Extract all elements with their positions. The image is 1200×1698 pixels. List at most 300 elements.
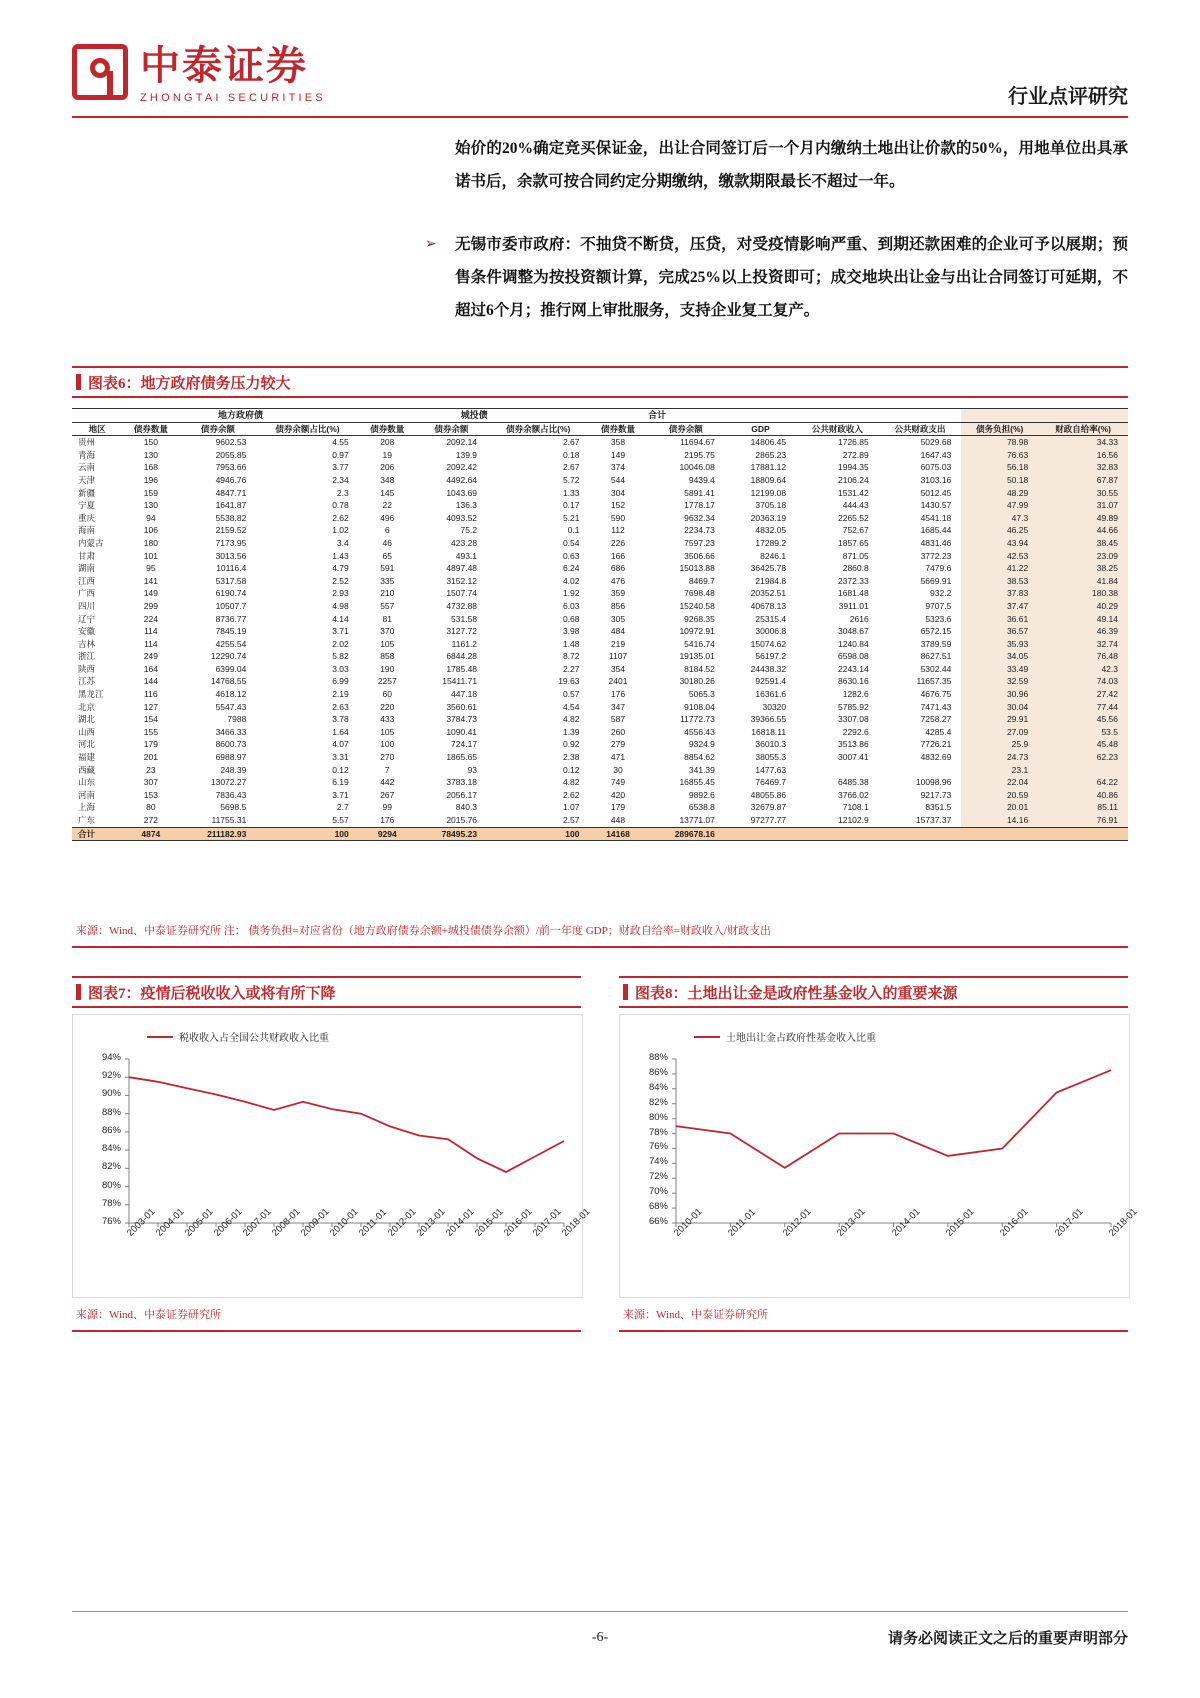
- table-cell: 3513.86: [837, 739, 869, 750]
- table-row: [72, 487, 1128, 500]
- table-cell: 38.25: [1038, 562, 1128, 575]
- table-cell: 3.71: [332, 626, 349, 637]
- table-cell: 335: [380, 575, 395, 586]
- table-cell: 590: [610, 512, 626, 523]
- table-cell: 江西: [78, 575, 96, 586]
- table-cell: 85.11: [1038, 801, 1128, 814]
- col-gdp: GDP: [725, 422, 796, 436]
- table-cell: 67.87: [1038, 474, 1128, 487]
- table-cell: 天津: [78, 474, 96, 485]
- table-cell: 4618.12: [215, 689, 247, 700]
- table-row: [72, 801, 1128, 814]
- table-cell: 48.29: [961, 487, 1038, 500]
- table-cell: 2.38: [562, 752, 580, 763]
- table-cell: 31.07: [1038, 499, 1128, 512]
- table-cell: 30.55: [1038, 487, 1128, 500]
- table-cell: 1282.6: [842, 689, 869, 700]
- y-axis-tick-label: 80%: [101, 1179, 121, 1191]
- table-cell: 92591.4: [755, 676, 787, 687]
- table-cell: 1043.69: [446, 487, 478, 498]
- table-cell: 1647.43: [920, 449, 952, 460]
- table-total-cell: 289678.16: [647, 827, 725, 841]
- table-group-header-row: [72, 409, 1128, 423]
- x-axis-tick-label: 2016-01: [998, 1206, 1031, 1239]
- table-cell: 0.57: [562, 689, 580, 700]
- table-cell: 1785.48: [446, 663, 478, 674]
- table-cell: 上海: [78, 802, 96, 813]
- col-lg-balance: 债券余额: [179, 422, 256, 436]
- x-axis-tick-label: 2013-01: [415, 1206, 448, 1239]
- table-cell: 7988: [227, 714, 247, 725]
- table-cell: 78.98: [961, 436, 1038, 449]
- table-total-cell: [725, 827, 796, 841]
- table-cell: 10972.91: [679, 626, 715, 637]
- table-row: [72, 524, 1128, 537]
- table-cell: 0.12: [332, 764, 349, 775]
- table-cell: 6485.38: [837, 777, 869, 788]
- table-cell: 7597.23: [684, 537, 715, 548]
- x-axis-tick-label: 2015-01: [943, 1206, 977, 1239]
- table-cell: 176: [610, 689, 626, 700]
- logo-en: ZHONGTAI SECURITIES: [140, 92, 326, 104]
- exhibit7-chart-inner: [73, 1015, 593, 1297]
- x-axis-tick-label: 2016-01: [502, 1206, 535, 1239]
- table-cell: 7698.48: [684, 588, 715, 599]
- x-axis-tick-label: 2005-01: [183, 1206, 216, 1239]
- table-cell: 41.84: [1038, 575, 1128, 588]
- table-cell: 23.1: [961, 764, 1038, 777]
- table-cell: 6399.04: [215, 663, 247, 674]
- debt-table: [72, 408, 1128, 841]
- paragraph-text: 始价的20%确定竞买保证金，出让合同签订后一个月内缴纳土地出让价款的50%，用地单位出具承诺书后，余款可按合同约定分期缴纳，缴款期限最长不超过一年。: [455, 140, 1128, 190]
- table-cell: 27.42: [1038, 688, 1128, 701]
- table-cell: 423.28: [451, 537, 478, 548]
- table-cell: 42.53: [961, 550, 1038, 563]
- x-axis-tick-label: 2010-01: [672, 1206, 705, 1239]
- table-cell: 3007.41: [837, 752, 869, 763]
- exhibit7-title: [76, 982, 336, 1003]
- table-cell: 105: [380, 638, 395, 649]
- col-ui-balance: 债券余额: [416, 422, 487, 436]
- table-cell: 74.03: [1038, 675, 1128, 688]
- table-cell: 重庆: [78, 512, 96, 523]
- table-cell: 0.92: [562, 739, 580, 750]
- table-cell: 5012.45: [920, 487, 952, 498]
- table-cell: 1.39: [562, 726, 580, 737]
- exhibit7-chart: [72, 1014, 593, 1298]
- table-cell: 4946.76: [215, 474, 247, 485]
- table-cell: 149: [143, 588, 158, 599]
- table-cell: 248.39: [220, 764, 247, 775]
- bullet-block: [425, 228, 1128, 327]
- table-cell: [879, 764, 962, 777]
- table-cell: 8469.7: [688, 575, 715, 586]
- group-header-burden-blank: [961, 409, 1038, 423]
- table-cell: 19: [382, 449, 393, 460]
- table-row: [72, 461, 1128, 474]
- page-number: -6-: [591, 1630, 609, 1645]
- table-cell: 260: [610, 726, 626, 737]
- table-cell: 0.17: [562, 500, 580, 511]
- table-cell: 36.61: [961, 613, 1038, 626]
- table-cell: 16855.45: [679, 777, 715, 788]
- table-cell: 105: [380, 726, 395, 737]
- table-cell: 94: [146, 512, 156, 523]
- table-cell: 32.59: [961, 675, 1038, 688]
- table-cell: 30006.8: [755, 626, 787, 637]
- table-cell: 2195.75: [684, 449, 715, 460]
- table-total-cell: 211182.93: [179, 827, 256, 841]
- table-cell: 湖南: [78, 563, 96, 574]
- table-cell: 13771.07: [679, 815, 715, 825]
- table-cell: 76.48: [1038, 650, 1128, 663]
- y-axis-tick-label: 80%: [648, 1111, 668, 1123]
- y-axis-tick-label: 88%: [648, 1052, 668, 1063]
- y-axis-tick-label: 74%: [648, 1156, 668, 1168]
- exhibit6-caption-rule-bottom: [72, 396, 1128, 398]
- x-axis-tick-label: 2009-01: [299, 1206, 332, 1239]
- table-cell: 3766.02: [837, 789, 869, 800]
- table-cell: 40678.13: [750, 600, 787, 611]
- table-cell: 10046.08: [679, 462, 715, 473]
- table-cell: 1.07: [562, 802, 580, 813]
- table-cell: 1641.87: [215, 500, 247, 511]
- footer-rule: [72, 1611, 1128, 1612]
- table-cell: 3048.67: [837, 626, 869, 637]
- table-cell: 4.07: [332, 739, 349, 750]
- table-body: [72, 436, 1128, 841]
- table-cell: 5302.44: [920, 663, 952, 674]
- x-axis-tick-label: 2011-01: [726, 1206, 759, 1239]
- table-cell: 932.2: [930, 588, 952, 599]
- table-cell: 20352.51: [750, 588, 787, 599]
- table-row: [72, 512, 1128, 525]
- table-cell: 101: [143, 550, 158, 561]
- table-cell: 15240.58: [679, 600, 715, 611]
- table-cell: 9108.04: [684, 701, 715, 712]
- y-axis-tick-label: 84%: [648, 1081, 668, 1093]
- group-header-local-gov-bond: 地方政府债: [122, 409, 358, 423]
- table-cell: 444.43: [842, 500, 869, 511]
- table-cell: 河北: [78, 739, 96, 750]
- table-cell: 4.14: [332, 613, 349, 624]
- group-header-total: 合计: [589, 409, 724, 423]
- table-cell: 305: [610, 613, 626, 624]
- col-lg-share: 债券余额占比(%): [256, 422, 358, 436]
- table-cell: 7836.43: [215, 789, 247, 800]
- y-axis-tick-label: 72%: [648, 1171, 668, 1183]
- table-cell: 341.39: [688, 764, 715, 775]
- table-total-cell: [1038, 827, 1128, 841]
- table-cell: 7258.27: [920, 714, 952, 725]
- table-cell: 12290.74: [210, 651, 247, 662]
- table-cell: 448: [610, 815, 626, 825]
- series-line: [129, 1077, 564, 1172]
- table-cell: 38.45: [1038, 537, 1128, 550]
- table-cell: 19.63: [558, 676, 580, 687]
- table-cell: 30180.26: [679, 676, 715, 687]
- table-cell: 2616: [849, 613, 869, 624]
- table-cell: 甘肃: [78, 550, 96, 561]
- table-row: [72, 600, 1128, 613]
- table-cell: 4492.64: [446, 474, 478, 485]
- table-cell: 32679.87: [750, 802, 787, 813]
- chart-plot: [620, 1015, 1129, 1297]
- table-total-cell: 100: [487, 827, 589, 841]
- table-cell: 0.12: [562, 764, 580, 775]
- table-cell: 587: [610, 714, 626, 725]
- table-cell: 10507.7: [215, 600, 247, 611]
- debt-table-wrap: [72, 408, 1128, 841]
- group-header-selfsuff-blank: [1038, 409, 1128, 423]
- table-cell: 10098.96: [915, 777, 952, 788]
- table-cell: 136.3: [455, 500, 478, 511]
- table-cell: 4.82: [562, 714, 580, 725]
- table-cell: 4676.75: [920, 689, 952, 700]
- table-head: [72, 409, 1128, 436]
- table-row: [72, 562, 1128, 575]
- table-cell: 557: [380, 600, 395, 611]
- table-row: [72, 537, 1128, 550]
- table-cell: 吉林: [78, 638, 96, 649]
- table-cell: 168: [143, 462, 158, 473]
- legend-swatch: [694, 1036, 720, 1038]
- table-cell: 3.31: [332, 752, 349, 763]
- table-cell: 49.89: [1038, 512, 1128, 525]
- legend-swatch: [147, 1036, 173, 1038]
- table-cell: 6.99: [332, 676, 349, 687]
- table-cell: 20363.19: [750, 512, 787, 523]
- table-cell: 3789.59: [920, 638, 952, 649]
- table-cell: 359: [610, 588, 626, 599]
- table-cell: 201: [143, 752, 158, 763]
- table-total-cell: [961, 827, 1038, 841]
- table-cell: 6075.03: [920, 462, 952, 473]
- table-cell: 2.62: [332, 512, 349, 523]
- table-cell: 2257: [377, 676, 397, 687]
- header-rule: [72, 116, 1128, 118]
- exhibit6-title: [76, 372, 291, 393]
- table-cell: 福建: [78, 752, 96, 763]
- table-cell: 5669.91: [920, 575, 952, 586]
- table-column-header-row: [72, 422, 1128, 436]
- table-cell: 5785.92: [837, 701, 869, 712]
- table-cell: 76.91: [1038, 814, 1128, 827]
- table-cell: 476: [610, 575, 626, 586]
- table-cell: 7845.19: [215, 626, 247, 637]
- y-axis-tick-label: 84%: [101, 1143, 121, 1155]
- company-logo: [72, 44, 326, 104]
- table-cell: 858: [380, 651, 395, 662]
- table-cell: 北京: [78, 701, 96, 712]
- table-row: [72, 688, 1128, 701]
- table-cell: 155: [143, 726, 158, 737]
- table-cell: 15737.37: [915, 815, 952, 825]
- table-cell: 93: [467, 764, 478, 775]
- caption-bar-icon: [76, 374, 81, 390]
- table-cell: 159: [143, 487, 158, 498]
- x-axis-tick-label: 2018-01: [1107, 1206, 1140, 1239]
- table-cell: 3784.73: [446, 714, 478, 725]
- table-cell: 100: [380, 739, 395, 750]
- table-cell: 2.34: [332, 474, 349, 485]
- group-header-exp-blank: [879, 409, 962, 423]
- table-cell: 8627.51: [920, 651, 952, 662]
- group-header-rev-blank: [796, 409, 879, 423]
- table-cell: 1430.57: [920, 500, 952, 511]
- col-tot-balance: 债券余额: [647, 422, 725, 436]
- y-axis-tick-label: 76%: [101, 1216, 121, 1227]
- table-total-cell: 合计: [72, 827, 122, 841]
- table-cell: 33.49: [961, 663, 1038, 676]
- table-cell: 484: [610, 626, 626, 637]
- table-cell: 65: [382, 550, 393, 561]
- table-cell: 9632.34: [684, 512, 715, 523]
- table-row: [72, 764, 1128, 777]
- x-axis-tick-label: 2012-01: [386, 1206, 419, 1239]
- table-cell: 176: [380, 815, 395, 825]
- table-cell: 531.58: [451, 613, 478, 624]
- table-cell: 3307.08: [837, 714, 869, 725]
- exhibit7-caption-rule: [72, 976, 581, 978]
- table-cell: 6844.28: [446, 651, 478, 662]
- table-cell: 30320: [762, 701, 787, 712]
- table-cell: 64.22: [1038, 776, 1128, 789]
- bullet-arrow-icon: ➢: [425, 237, 437, 252]
- table-cell: 4847.71: [215, 487, 247, 498]
- table-cell: 75.2: [460, 525, 478, 536]
- table-cell: 544: [610, 474, 626, 485]
- table-cell: 2055.85: [215, 449, 247, 460]
- col-self-sufficiency: 财政自给率(%): [1038, 422, 1128, 436]
- table-cell: 8736.77: [215, 613, 247, 624]
- col-expenditure: 公共财政支出: [879, 422, 962, 436]
- table-cell: 8351.5: [925, 802, 952, 813]
- table-cell: 23.09: [1038, 550, 1128, 563]
- table-cell: 114: [144, 626, 158, 637]
- table-cell: 42.3: [1038, 663, 1128, 676]
- table-row: [72, 499, 1128, 512]
- table-cell: 8854.62: [684, 752, 715, 763]
- table-row: [72, 701, 1128, 714]
- table-cell: 6598.08: [837, 651, 869, 662]
- table-cell: 97277.77: [750, 815, 787, 825]
- table-row: [72, 449, 1128, 462]
- chart-legend: [147, 1029, 329, 1044]
- table-cell: 43.94: [961, 537, 1038, 550]
- table-cell: 4.79: [332, 563, 349, 574]
- table-cell: 48055.86: [750, 789, 787, 800]
- x-axis-tick-label: 2015-01: [473, 1206, 506, 1239]
- table-cell: 190: [380, 663, 395, 674]
- table-cell: 3466.33: [215, 726, 247, 737]
- table-cell: 7173.95: [215, 537, 247, 548]
- table-row: [72, 675, 1128, 688]
- table-cell: 14.16: [961, 814, 1038, 827]
- table-cell: 5065.3: [688, 689, 715, 700]
- table-cell: 河南: [78, 789, 96, 800]
- table-row: [72, 550, 1128, 563]
- table-cell: 4832.69: [920, 752, 952, 763]
- table-cell: 18809.64: [750, 474, 787, 485]
- table-cell: 44.66: [1038, 524, 1128, 537]
- table-cell: 77.44: [1038, 701, 1128, 714]
- table-cell: 3.78: [332, 714, 349, 725]
- table-cell: 4285.4: [925, 726, 952, 737]
- table-cell: 1.48: [562, 638, 580, 649]
- table-cell: 80: [146, 802, 156, 813]
- table-cell: 50.18: [961, 474, 1038, 487]
- table-cell: 299: [143, 600, 158, 611]
- table-cell: 山东: [78, 777, 96, 788]
- table-cell: 374: [610, 462, 626, 473]
- table-cell: 2.63: [332, 701, 349, 712]
- table-cell: 447.18: [451, 689, 478, 700]
- table-cell: 4.55: [332, 437, 349, 448]
- table-cell: 6: [384, 525, 390, 536]
- table-cell: 6.19: [332, 777, 349, 788]
- table-cell: 420: [610, 789, 626, 800]
- y-axis-tick-label: 88%: [101, 1106, 121, 1118]
- table-cell: 8600.73: [215, 739, 247, 750]
- table-cell: 442: [380, 777, 395, 788]
- table-cell: 144: [143, 676, 158, 687]
- exhibit6-caption-rule: [72, 366, 1128, 368]
- table-cell: 36010.3: [755, 739, 787, 750]
- table-cell: 2.57: [562, 815, 580, 825]
- table-total-cell: [796, 827, 879, 841]
- table-cell: 2401: [608, 676, 628, 687]
- table-cell: 40.29: [1038, 600, 1128, 613]
- exhibit7-title-text: 图表7：疫情后税收收入或将有所下降: [88, 986, 336, 1002]
- table-cell: 4093.52: [446, 512, 478, 523]
- table-cell: 5891.41: [684, 487, 715, 498]
- table-cell: 2.62: [562, 789, 580, 800]
- table-cell: 2.3: [336, 487, 349, 498]
- table-cell: 2372.33: [837, 575, 869, 586]
- table-cell: 2.7: [336, 802, 349, 813]
- table-cell: 16361.6: [755, 689, 787, 700]
- table-cell: 76469.7: [755, 777, 787, 788]
- table-row: [72, 436, 1128, 449]
- table-cell: 1865.65: [446, 752, 478, 763]
- table-cell: 56197.2: [755, 651, 787, 662]
- table-cell: 38055.3: [755, 752, 787, 763]
- legend-label: 土地出让金占政府性基金收入比重: [726, 1033, 876, 1044]
- table-cell: 196: [143, 474, 158, 485]
- table-cell: 6.24: [562, 563, 580, 574]
- table-cell: 99: [382, 802, 393, 813]
- table-row: [72, 663, 1128, 676]
- exhibit6-title-text: 图表6：地方政府债务压力较大: [88, 376, 291, 392]
- table-cell: 139.9: [455, 449, 478, 460]
- table-cell: 贵州: [78, 437, 96, 448]
- table-cell: 20.01: [961, 801, 1038, 814]
- table-cell: 496: [380, 512, 395, 523]
- table-row: [72, 726, 1128, 739]
- series-line: [676, 1070, 1111, 1168]
- exhibit8-chart-inner: [620, 1015, 1140, 1297]
- table-cell: 4832.05: [755, 525, 787, 536]
- logo-text: [140, 44, 326, 104]
- table-cell: 27.09: [961, 726, 1038, 739]
- table-cell: 20.59: [961, 789, 1038, 802]
- table-cell: 17881.12: [750, 462, 787, 473]
- table-total-row: [72, 827, 1128, 841]
- table-cell: 1685.44: [920, 525, 952, 536]
- table-cell: 2.27: [562, 663, 580, 674]
- table-cell: 47.99: [961, 499, 1038, 512]
